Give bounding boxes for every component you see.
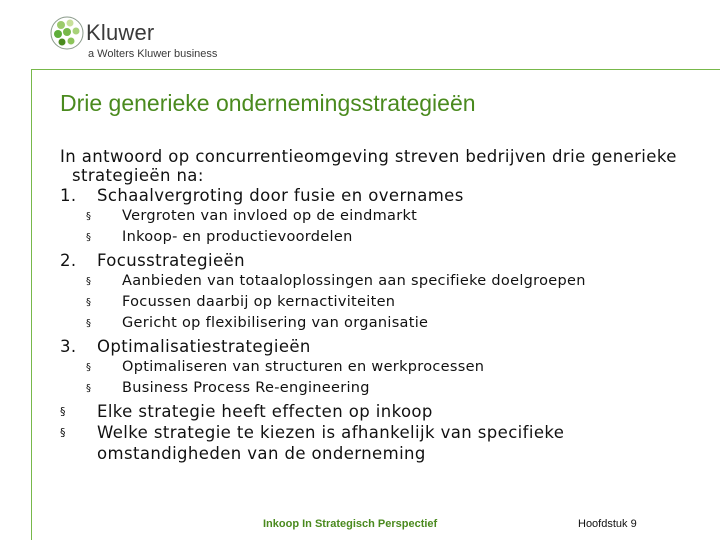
- strategy-subitem-text: Aanbieden van totaaloplossingen aan specifieke doelgroepen: [122, 273, 586, 289]
- strategy-item: [60, 336, 700, 357]
- strategy-subitem: [60, 292, 700, 313]
- strategy-subitem: [60, 313, 700, 334]
- strategy-subitem-text: Vergroten van invloed op de eindmarkt: [122, 208, 418, 224]
- brand-tagline: a Wolters Kluwer business: [88, 48, 218, 60]
- footer-chapter: Hoofdstuk 9: [578, 518, 637, 530]
- closing-point-text: Elke strategie heeft effecten op inkoop: [97, 402, 433, 421]
- strategy-subitems: [60, 271, 700, 334]
- closing-point-text: Welke strategie te kiezen is afhankelijk van specifieke omstandigheden van de onderneming: [97, 423, 565, 463]
- strategy-item: [60, 250, 700, 271]
- strategy-subitem: [60, 357, 700, 378]
- strategy-subitems: [60, 206, 700, 248]
- strategy-subitem: [60, 227, 700, 248]
- kluwer-globe-icon: [50, 16, 84, 50]
- strategy-subitem: [60, 206, 700, 227]
- section-bullet-icon: §: [60, 426, 66, 439]
- strategy-label: Focusstrategieën: [97, 251, 245, 270]
- strategy-item: [60, 185, 700, 206]
- slide-body: [60, 147, 700, 464]
- section-bullet-icon: §: [60, 405, 66, 418]
- strategy-label: Schaalvergroting door fusie en overnames: [97, 186, 464, 205]
- closing-point: [60, 401, 700, 422]
- strategy-number: 1.: [60, 186, 77, 205]
- strategy-subitem-text: Focussen daarbij op kernactiviteiten: [122, 294, 396, 310]
- strategy-subitems: [60, 357, 700, 399]
- footer-book-title: Inkoop In Strategisch Perspectief: [263, 518, 438, 530]
- strategy-subitem-text: Inkoop- en productievoordelen: [122, 229, 353, 245]
- intro-text: In antwoord op concurrentieomgeving streven bedrijven drie generieke strategieën na:: [60, 147, 677, 185]
- strategy-subitem: [60, 271, 700, 292]
- section-bullet-icon: §: [86, 276, 92, 287]
- strategy-list: [60, 185, 700, 399]
- slide-title: Drie generieke ondernemingsstrategieën: [60, 90, 476, 116]
- closing-point: [60, 422, 700, 464]
- strategy-label: Optimalisatiestrategieën: [97, 337, 311, 356]
- section-bullet-icon: §: [86, 362, 92, 373]
- brand-name: Kluwer: [86, 20, 155, 45]
- kluwer-logo: [50, 14, 250, 62]
- strategy-number: 3.: [60, 337, 77, 356]
- section-bullet-icon: §: [86, 318, 92, 329]
- strategy-subitem-text: Gericht op flexibilisering van organisatie: [122, 315, 429, 331]
- section-bullet-icon: §: [86, 232, 92, 243]
- strategy-subitem: [60, 378, 700, 399]
- section-bullet-icon: §: [86, 297, 92, 308]
- section-bullet-icon: §: [86, 383, 92, 394]
- strategy-number: 2.: [60, 251, 77, 270]
- strategy-subitem-text: Optimaliseren van structuren en werkprocessen: [122, 359, 485, 375]
- strategy-subitem-text: Business Process Re-engineering: [122, 380, 370, 396]
- closing-points: [60, 401, 700, 464]
- section-bullet-icon: §: [86, 211, 92, 222]
